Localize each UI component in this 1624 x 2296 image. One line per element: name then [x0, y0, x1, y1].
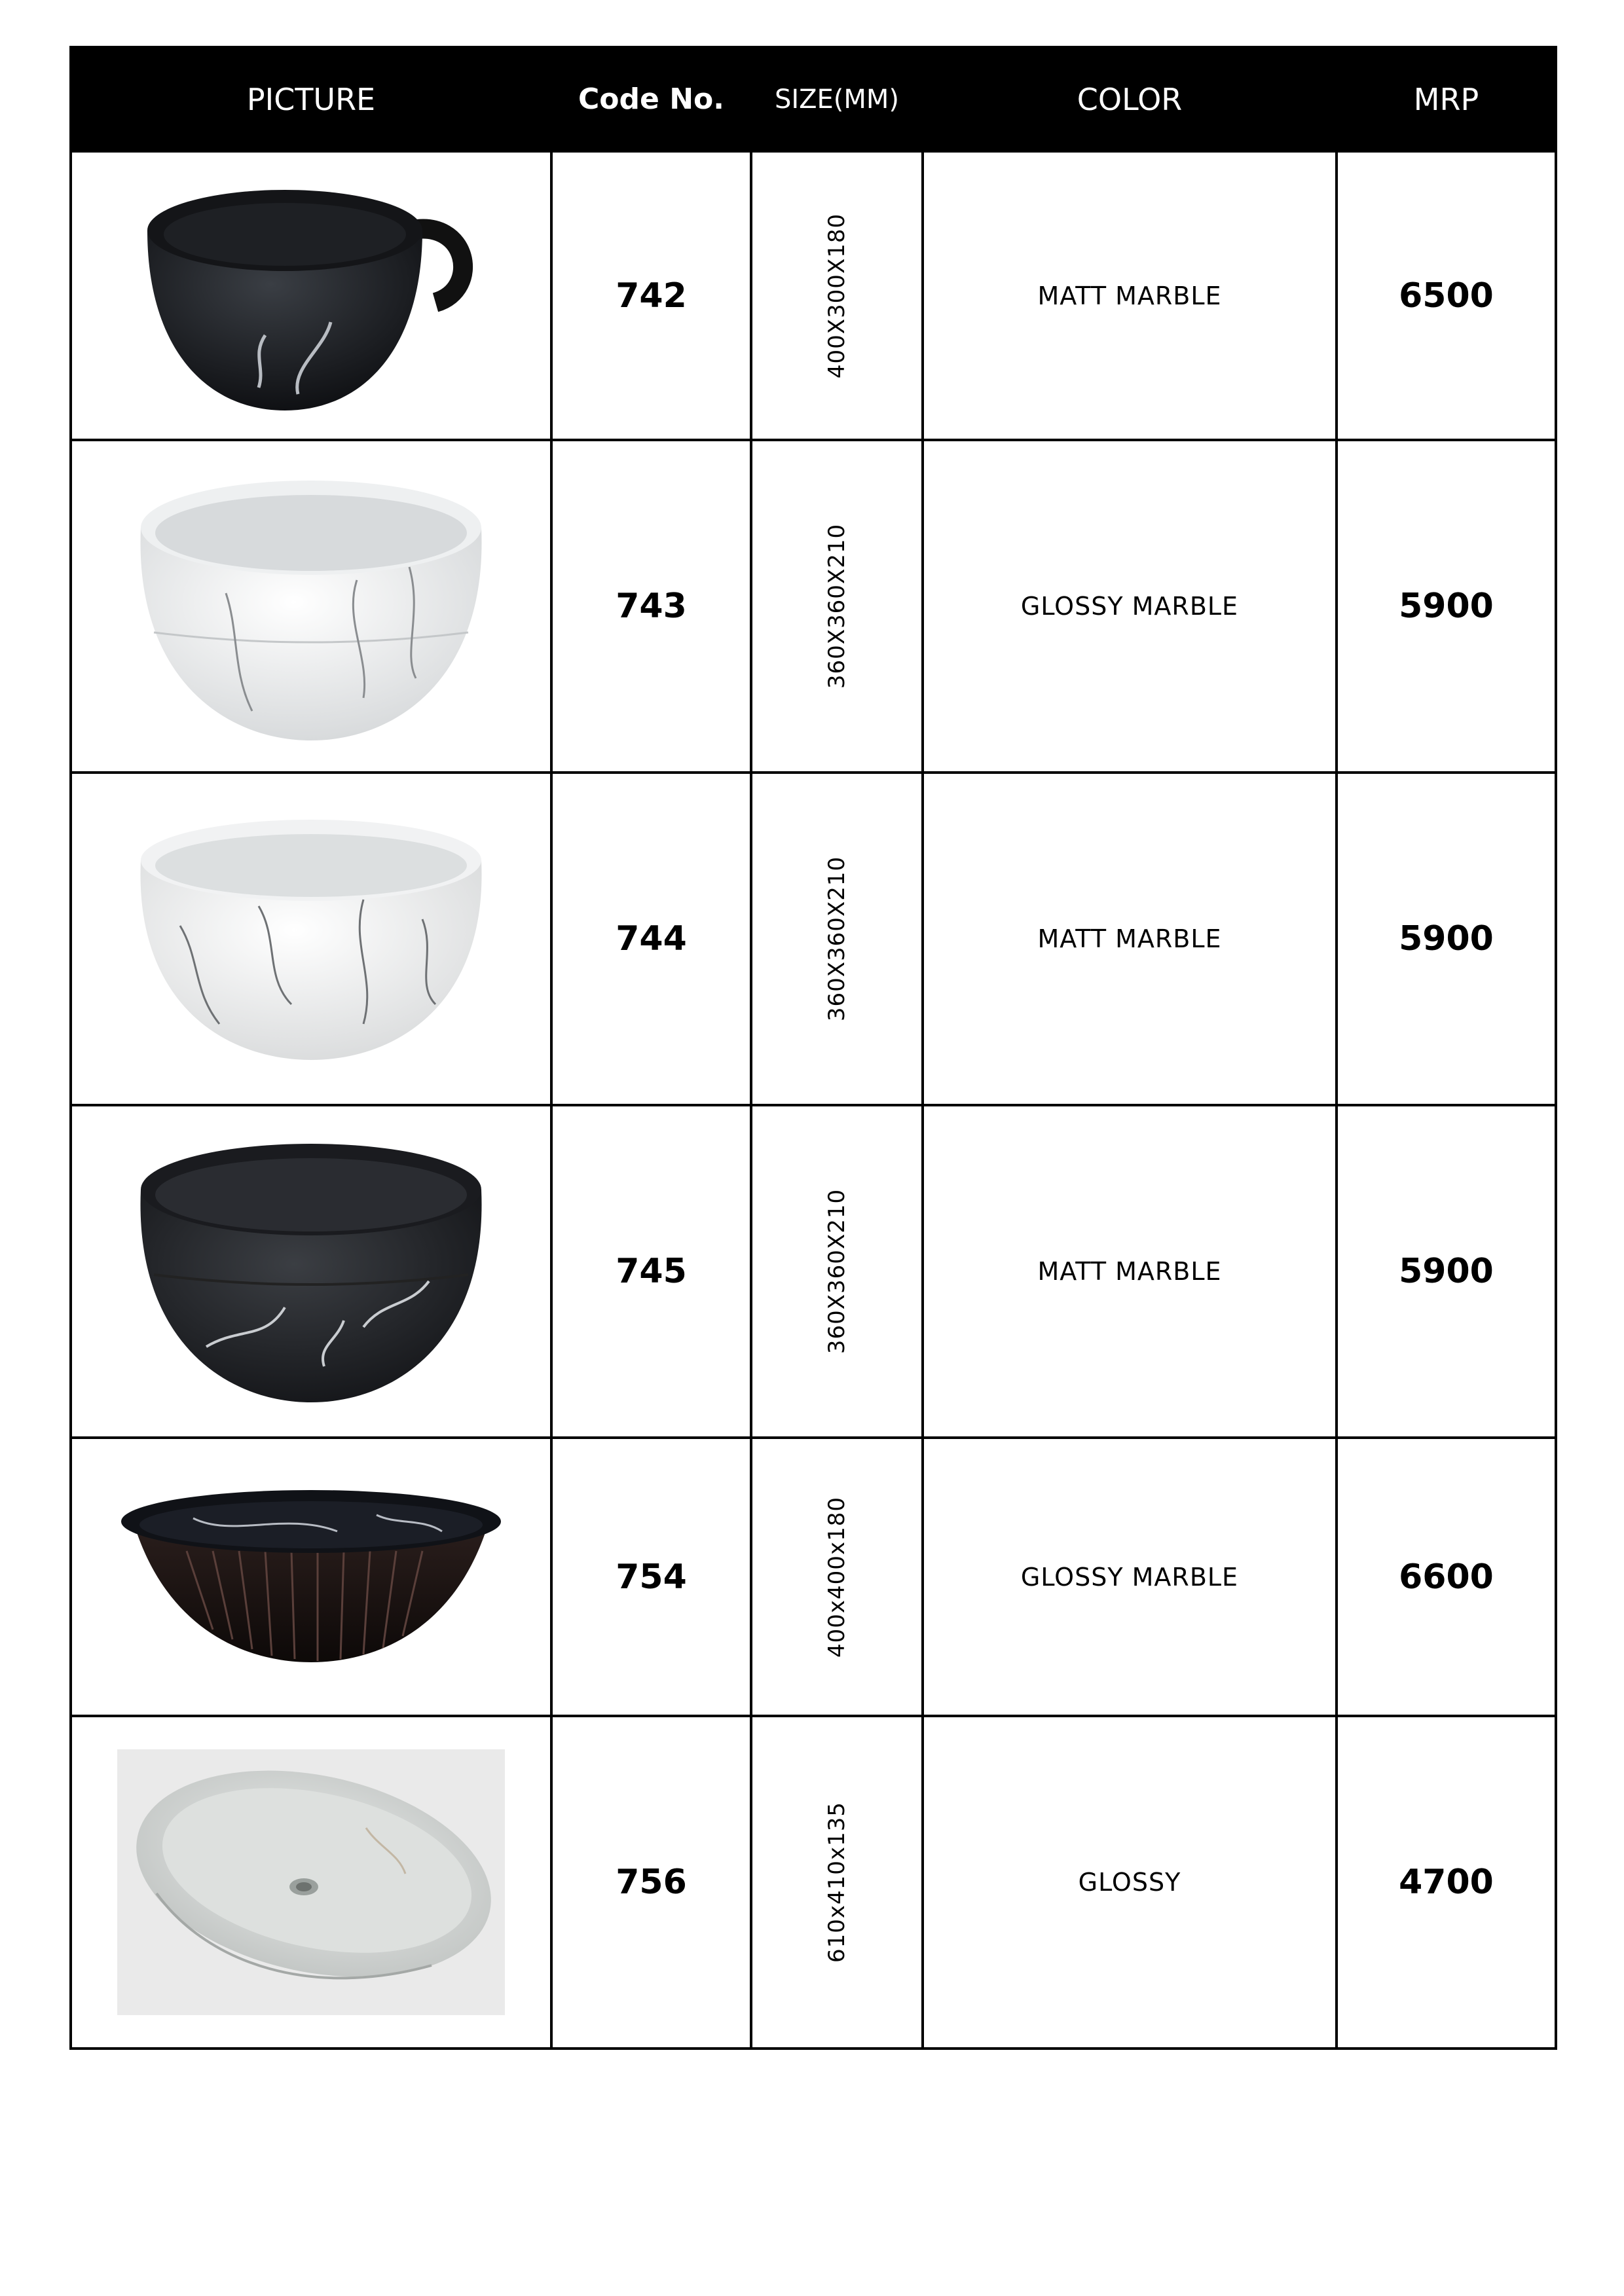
table-row — [71, 1105, 1556, 1438]
product-image-cell — [71, 1716, 551, 2049]
size-cell — [751, 440, 923, 773]
black-marble-cup-basin-icon — [128, 172, 494, 420]
black-fluted-bowl-basin-icon — [115, 1479, 507, 1675]
color-cell: MATT MARBLE — [923, 1105, 1337, 1438]
size-cell — [751, 773, 923, 1105]
header-picture: PICTURE — [71, 47, 551, 151]
color-cell: GLOSSY MARBLE — [923, 440, 1337, 773]
color-cell: GLOSSY MARBLE — [923, 1438, 1337, 1716]
size-cell — [751, 151, 923, 440]
header-size: SIZE(MM) — [751, 47, 923, 151]
table-row — [71, 440, 1556, 773]
mrp-cell: 6500 — [1337, 151, 1556, 440]
header-mrp: MRP — [1337, 47, 1556, 151]
black-marble-round-basin-icon — [128, 1131, 494, 1412]
size-cell — [751, 1438, 923, 1716]
header-code: Code No. — [551, 47, 751, 151]
mrp-cell: 5900 — [1337, 773, 1556, 1105]
code-cell: 754 — [551, 1438, 751, 1716]
header-color: COLOR — [923, 47, 1337, 151]
table-header-row — [71, 47, 1556, 151]
mrp-cell: 4700 — [1337, 1716, 1556, 2049]
size-text: 360X360X210 — [824, 1188, 850, 1355]
code-cell: 744 — [551, 773, 751, 1105]
size-text: 360X360X210 — [824, 856, 850, 1022]
code-cell: 756 — [551, 1716, 751, 2049]
size-cell — [751, 1105, 923, 1438]
table-row — [71, 1716, 1556, 2049]
color-cell: GLOSSY — [923, 1716, 1337, 2049]
color-cell: MATT MARBLE — [923, 151, 1337, 440]
product-table — [69, 46, 1557, 2050]
table-row — [71, 1438, 1556, 1716]
product-image-cell — [71, 773, 551, 1105]
code-cell: 742 — [551, 151, 751, 440]
code-cell: 743 — [551, 440, 751, 773]
color-cell: MATT MARBLE — [923, 773, 1337, 1105]
white-oval-basin-icon — [117, 1749, 505, 2015]
size-text: 610x410x135 — [824, 1802, 850, 1963]
white-marble-round-basin-icon — [128, 808, 494, 1070]
product-image-cell — [71, 151, 551, 440]
table-row — [71, 151, 1556, 440]
size-cell — [751, 1716, 923, 2049]
mrp-cell: 5900 — [1337, 440, 1556, 773]
size-text: 400x400x180 — [824, 1496, 850, 1658]
mrp-cell: 5900 — [1337, 1105, 1556, 1438]
table-row — [71, 773, 1556, 1105]
mrp-cell: 6600 — [1337, 1438, 1556, 1716]
product-image-cell — [71, 1105, 551, 1438]
size-text: 400X300X180 — [824, 213, 850, 378]
code-cell: 745 — [551, 1105, 751, 1438]
product-image-cell — [71, 1438, 551, 1716]
product-image-cell — [71, 440, 551, 773]
white-marble-round-basin-icon — [128, 462, 494, 750]
size-text: 360X360X210 — [824, 523, 850, 689]
